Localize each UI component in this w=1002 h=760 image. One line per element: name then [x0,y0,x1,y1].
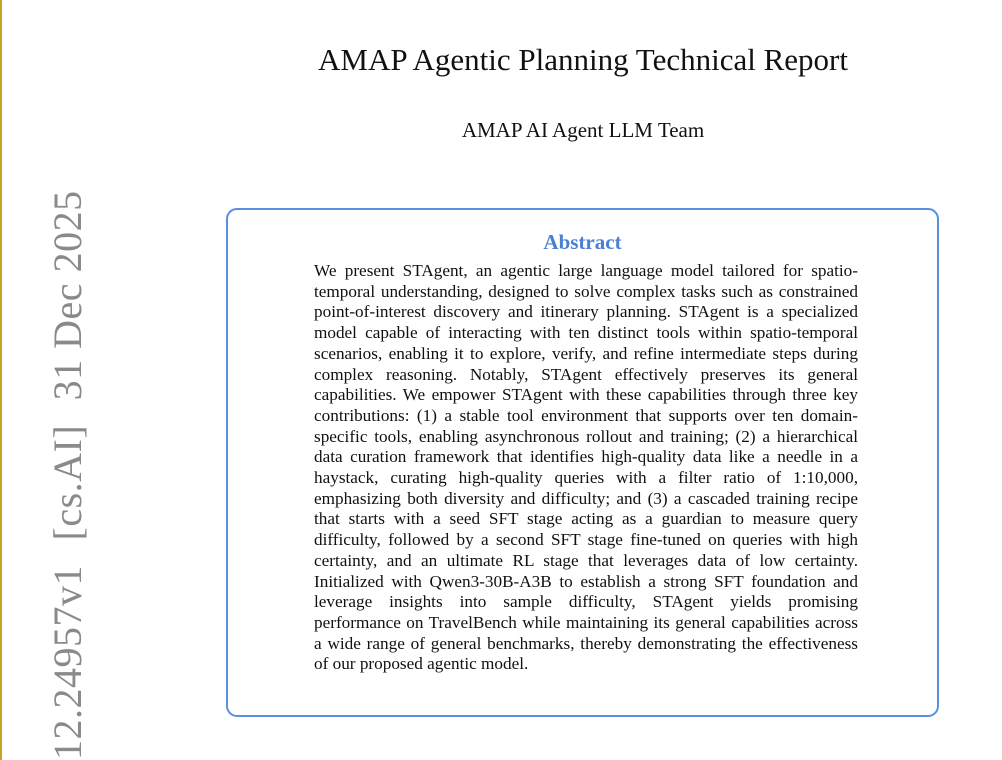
arxiv-stamp [45,176,90,760]
abstract-heading: Abstract [543,230,622,254]
abstract-body: We present STAgent, an agentic large language model tailored for spatio-temporal understanding, designed to solve complex tasks such as constrained point-of-interest discovery and itinerary planning. STAgent is a specialized model capable of interacting with ten distinct tools within spatio-temporal scenarios, enabling it to explore, verify, and refine intermediate steps during complex reasoning. Notably, STAgent effectively preserves its general capabilities. We empower STAgent with these capabilities through three key contributions: (1) a stable tool environment that supports over ten domain-specific tools, enabling asynchronous rollout and training; (2) a hierarchical data curation framework that identifies high-quality data like a needle in a haystack, curating high-quality queries with a filter ratio of 1:10,000, emphasizing both diversity and difficulty; and (3) a cascaded training recipe that starts with a seed SFT stage acting as a guardian to measure query difficulty, followed by a second SFT stage fine-tuned on queries with high certainty, and an ultimate RL stage that leverages data of low certainty. Initialized with Qwen3-30B-A3B to establish a strong SFT foundation and leverage insights into sample difficulty, STAgent yields promising performance on TravelBench while maintaining its general capabilities across a wide range of general benchmarks, thereby demonstrating the effectiveness of our proposed agentic model. [314,261,858,674]
abstract-box [226,208,939,717]
page-left-edge [0,0,2,760]
paper-authors: AMAP AI Agent LLM Team [461,118,705,142]
arxiv-category: [cs.AI] [45,424,90,541]
paper-title: AMAP Agentic Planning Technical Report [318,42,848,77]
arxiv-date: 31 Dec 2025 [45,190,90,401]
arxiv-id: 12.24957v1 [45,565,90,760]
